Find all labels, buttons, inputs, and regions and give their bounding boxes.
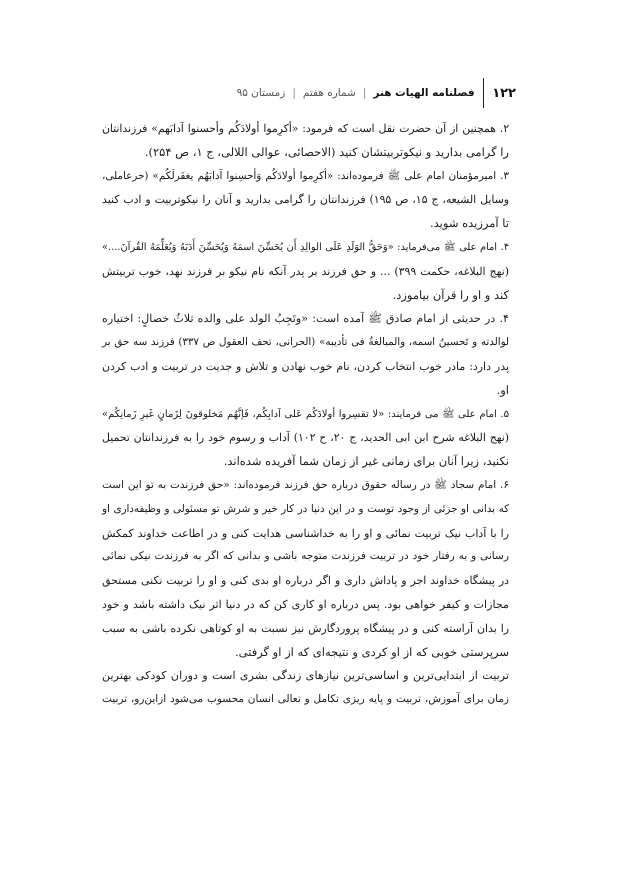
header-separator: |	[292, 87, 296, 99]
text-line: ۳. امیرمؤمنان امام علی ﷺ فرموده‌اند: «أکرِموا أولادَکُم وَأحسِنوا آدابَهُم یغفَرلَکُم» (حرعاملی،	[102, 169, 509, 182]
page-number: ۱۲۲	[492, 85, 516, 101]
text-line: تربیت از ابتدایی‌ترین و اساسی‌ترین نیازهای زندگی بشری است و دوران کودکی بهترین	[102, 669, 509, 683]
journal-title: فصلنامه الهیات هنر	[373, 87, 475, 99]
text-line: ۲. همچنین از آن حضرت نقل است که فرمود: «أکرِموا أولادَکُم وأحسنوا آدابَهم» فرزندانتان	[102, 122, 509, 135]
paragraph-hadith-4a	[102, 236, 521, 307]
issue-season: زمستان ۹۵	[236, 87, 286, 99]
text-line: وسایل الشیعه، ج ۱۵، ص ۱۹۵) فرزندانتان را گرامی بدارید و آنان را نیکوتربیت و ادب کنید	[102, 193, 509, 207]
text-line: لوالدته و تَحسینُ اسمه، والمبالغةُ فی تأدیبه» (الحرانی، تحف العقول ص ۳۳۷) فرزند سه حق بر	[102, 336, 509, 349]
paragraph-hadith-4b	[102, 307, 521, 402]
running-header	[237, 78, 516, 108]
text-line: ۴. در حدیثی از امام صادق ﷺ آمده است: «وتَجِبُ الولد علی والده ثلاثُ خصالٍ: اختیاره	[102, 312, 509, 326]
text-line: (نهج البلاغه شرح ابن ابی الحدید، ج ۲۰، ح ۱۰۲) آداب و رسوم خود را به فرزندانتان تحمیل	[102, 431, 510, 445]
text-line: او.	[496, 382, 509, 397]
header-divider	[483, 78, 485, 108]
text-line: ۴. امام علی ﷺ می‌فرماید: «وَحَقُّ الوَلَدِ عَلَی الوالِدِ أَن یُحَسِّنَ اسمَهُ وَیُحَسِّنَ أَدَبَهُ وَیُعَلِّمَهُ القُرآنَ....»	[102, 241, 509, 253]
text-line: ۶. امام سجاد ﷺ در رساله حقوق درباره حق فرزند فرموده‌اند: «حق فرزندت به تو این است	[102, 478, 509, 491]
issue-number: شماره هفتم	[302, 87, 356, 99]
paragraph-hadith-3	[102, 165, 521, 236]
paragraph-tarbiat	[102, 664, 521, 712]
text-line: مجازات و کیفر خواهی بود. پس درباره او کاری کن که در دنیا اثر نیک داشته باشد و خود	[102, 597, 509, 611]
text-line: رسانی و به رفتار خود در تربیت فرزندت متوجه باشی و بدانی که اگر به فرزندت نیکی نمائی	[102, 550, 509, 563]
article-body	[102, 117, 521, 712]
header-separator: |	[362, 87, 367, 99]
text-line: را بدان آراسته کنی و در پیشگاه پروردگارش نیز نسبت به او کوتاهی نکرده باشی به سبب	[102, 621, 509, 635]
text-line: در پیشگاه خداوند اجر و پاداش داری و اگر درباره او بدی کنی و او را تربیت نکنی مستحق	[102, 574, 509, 588]
text-line: زمان برای آموزش، تربیت و پایه ریزی تکامل و تعالی انسان محسوب می‌شود ازاین‌رو، تربیت	[102, 693, 509, 706]
text-line: سرپرستی خوبی که از او کردی و نتیجه‌ای که از او گرفتی.	[235, 644, 509, 659]
text-line: (نهج البلاغه، حکمت ۳۹۹) ... و حق فرزند بر پدر آنکه نام نیکو بر فرزند نهد، خوب تربیتش	[102, 264, 509, 278]
text-line: که بدانی او جزئی از وجود توست و در این دنیا در کار خیر و شرش تو مسئولی و وظیفه‌داری او	[102, 502, 509, 515]
paragraph-hadith-5	[102, 403, 521, 474]
text-line: کند و او را قرآن بیاموزد.	[392, 287, 509, 302]
paragraph-hadith-6	[102, 474, 521, 664]
text-line: ۵. امام علی ﷺ می فرمایند: «لا تقسِروا أولادَکُم عَلی آدابِکُم، فَإنَّهُم مَخلوقونَ لِزَمانٍ غَیرِ زَمانِکُم»	[102, 408, 509, 420]
text-line: را با آداب نیک تربیت نمائی و او را به خداشناسی هدایت کنی و در اطاعت خداوند کمکش	[102, 526, 509, 540]
text-line: را گرامی بدارید و نیکوتربیتشان کنید (الاحصائی، عوالی اللالی، ج ۱، ص ۲۵۴).	[144, 144, 509, 159]
text-line: پدر دارد: مادر خوب انتخاب کردن، نام خوب نهادن و تلاش و جدیت در تربیت و ادب کردن	[102, 359, 509, 373]
text-line: تا آمرزیده شوید.	[429, 216, 509, 231]
paragraph-hadith-2	[102, 117, 521, 165]
text-line: نکنید، زیرا آنان برای زمانی غیر از زمان شما آفریده شده‌اند.	[223, 454, 509, 469]
